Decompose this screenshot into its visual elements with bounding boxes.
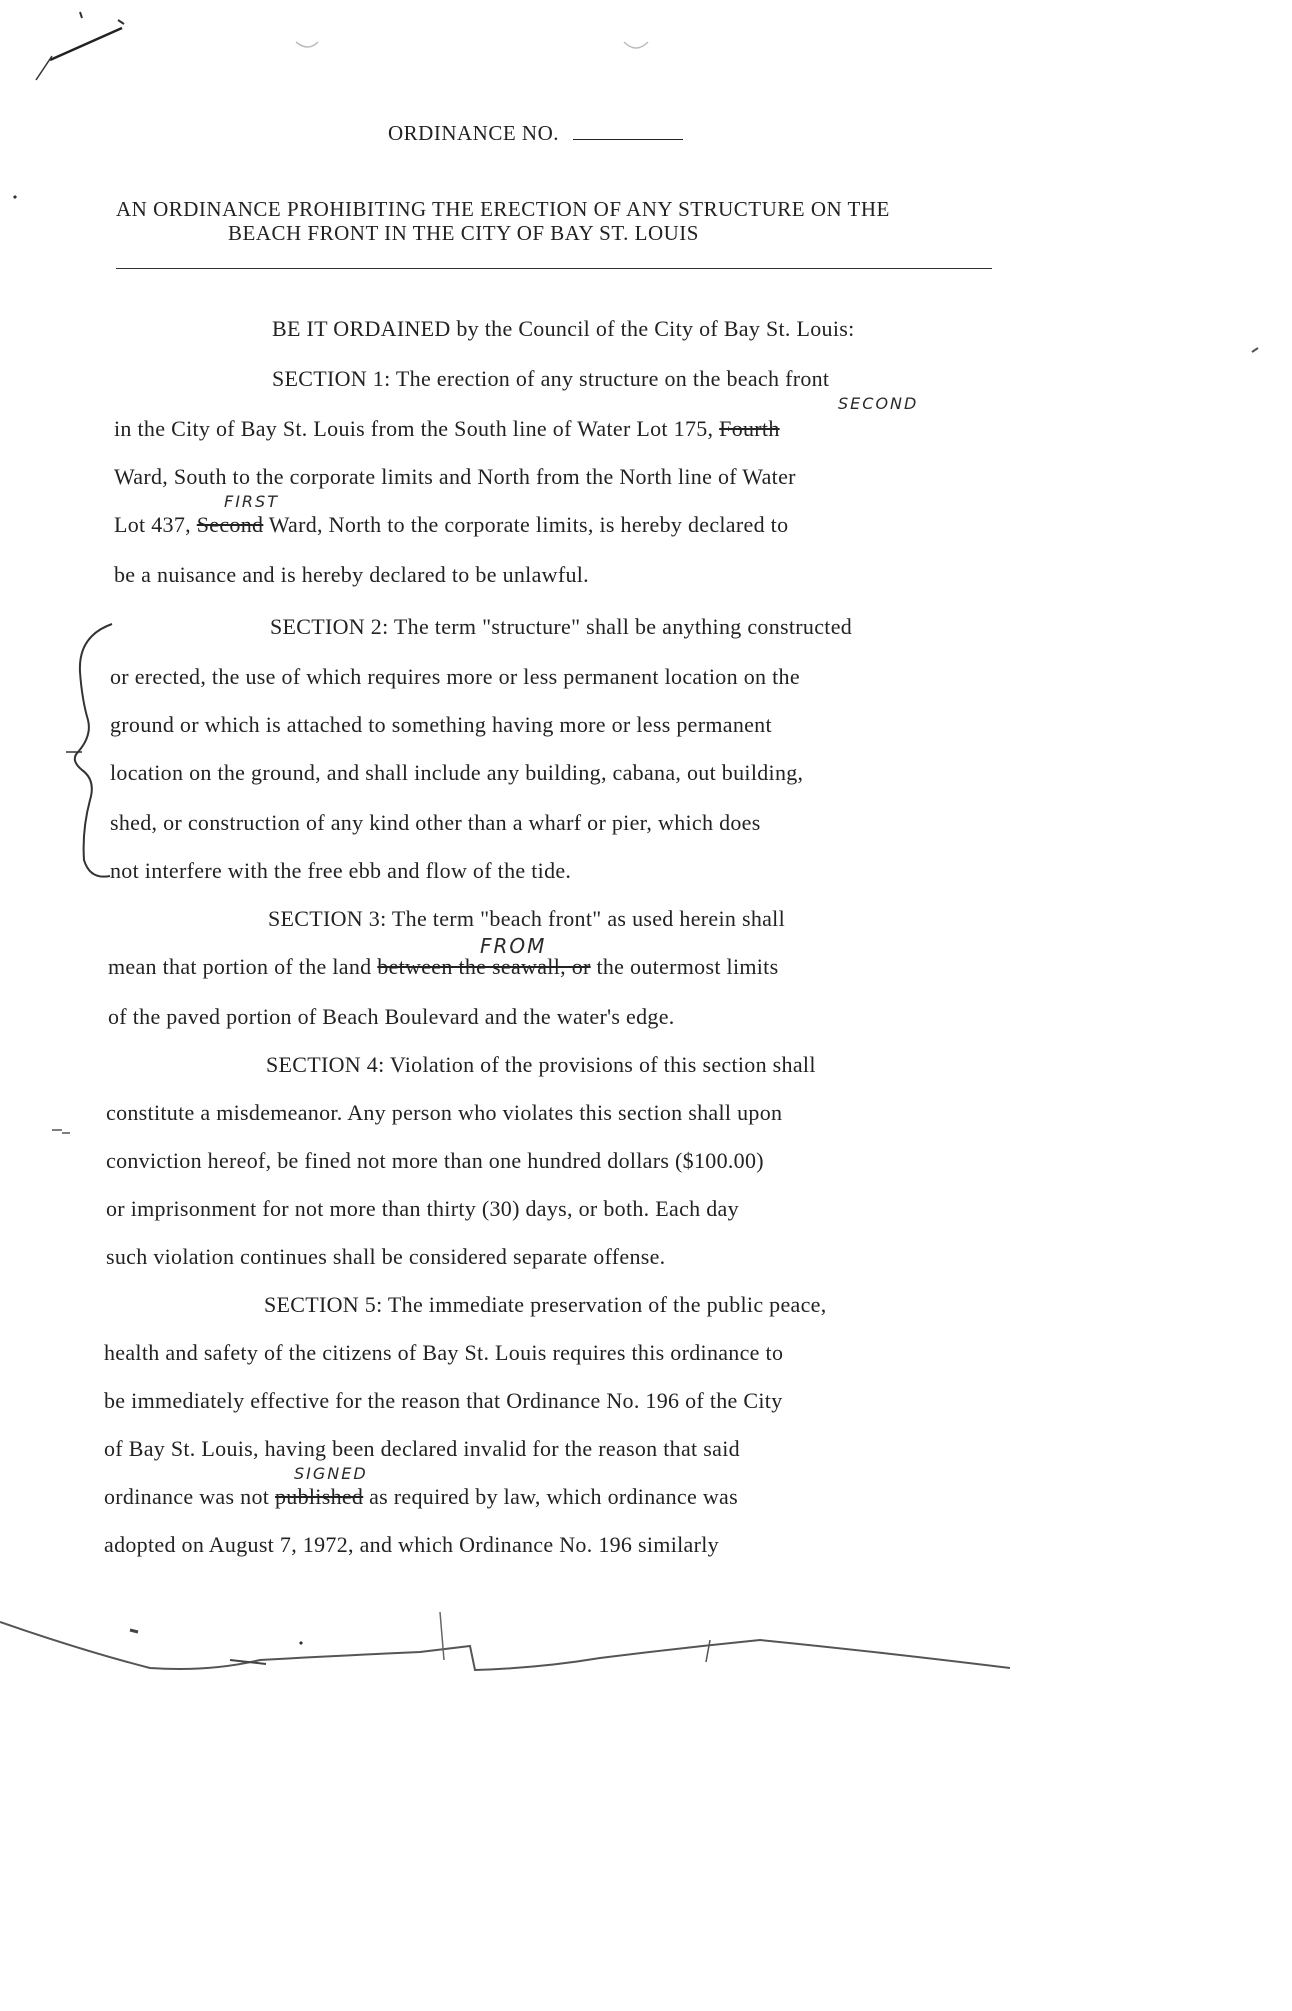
section-5-line-1: SECTION 5: The immediate preservation of the public peace, xyxy=(264,1292,827,1317)
handwritten-insert-second: SECOND xyxy=(838,394,919,413)
section-2-line-4: location on the ground, and shall include any building, cabana, out building, xyxy=(110,760,804,785)
section-5-line-4: of Bay St. Louis, having been declared invalid for the reason that said xyxy=(104,1436,740,1461)
section-5-line-5: ordinance was not published as required by law, which ordinance was xyxy=(104,1484,738,1509)
title-divider xyxy=(116,268,992,269)
section-2-line-6: not interfere with the free ebb and flow of the tide. xyxy=(110,858,572,883)
section-1-line-3: Ward, South to the corporate limits and North from the North line of Water xyxy=(114,464,796,489)
section-4-line-4: or imprisonment for not more than thirty (30) days, or both. Each day xyxy=(106,1196,739,1221)
struck-published: published xyxy=(274,1484,364,1509)
section-3-line-1: SECTION 3: The term "beach front" as used herein shall xyxy=(268,906,786,931)
handwritten-insert-from: FROM xyxy=(480,934,547,958)
ordinance-number-label: ORDINANCE NO. xyxy=(388,120,683,146)
section-4-line-5: such violation continues shall be considered separate offense. xyxy=(106,1244,666,1269)
section-3-line-2: mean that portion of the land between the seawall, or the outermost limits xyxy=(108,954,779,979)
section-5-line-3: be immediately effective for the reason that Ordinance No. 196 of the City xyxy=(104,1388,783,1413)
handwritten-insert-first: FIRST xyxy=(224,492,279,511)
section-4-line-3: conviction hereof, be fined not more than one hundred dollars ($100.00) xyxy=(106,1148,764,1173)
section-2-line-3: ground or which is attached to something having more or less permanent xyxy=(110,712,772,737)
section-4-line-1: SECTION 4: Violation of the provisions of this section shall xyxy=(266,1052,816,1077)
section-1-line-2: in the City of Bay St. Louis from the South line of Water Lot 175, Fourth xyxy=(114,416,780,441)
ordinance-title-line-1: AN ORDINANCE PROHIBITING THE ERECTION OF ANY STRUCTURE ON THE xyxy=(116,197,890,221)
section-1-line-4: Lot 437, Second Ward, North to the corporate limits, is hereby declared to xyxy=(114,512,789,537)
section-1-line-5: be a nuisance and is hereby declared to be unlawful. xyxy=(114,562,589,587)
section-2-line-5: shed, or construction of any kind other than a wharf or pier, which does xyxy=(110,810,761,835)
section-2-line-1: SECTION 2: The term "structure" shall be anything constructed xyxy=(270,614,853,639)
section-2-line-2: or erected, the use of which requires more or less permanent location on the xyxy=(110,664,800,689)
ordinance-title-line-2: BEACH FRONT IN THE CITY OF BAY ST. LOUIS xyxy=(228,221,699,245)
section-1-line-1: SECTION 1: The erection of any structure on the beach front xyxy=(272,366,830,391)
section-3-line-3: of the paved portion of Beach Boulevard and the water's edge. xyxy=(108,1004,675,1029)
ordinance-number-blank xyxy=(573,121,683,140)
ordained-clause: BE IT ORDAINED by the Council of the City of Bay St. Louis: xyxy=(272,316,855,341)
section-5-line-2: health and safety of the citizens of Bay St. Louis requires this ordinance to xyxy=(104,1340,784,1365)
struck-fourth: Fourth xyxy=(719,416,780,441)
section-4-line-2: constitute a misdemeanor. Any person who violates this section shall upon xyxy=(106,1100,783,1125)
section-5-line-6: adopted on August 7, 1972, and which Ordinance No. 196 similarly xyxy=(104,1532,719,1557)
struck-second: Second xyxy=(196,512,264,537)
handwritten-insert-signed: SIGNED xyxy=(294,1464,368,1483)
struck-between-seawall: between the seawall, or xyxy=(377,954,591,979)
